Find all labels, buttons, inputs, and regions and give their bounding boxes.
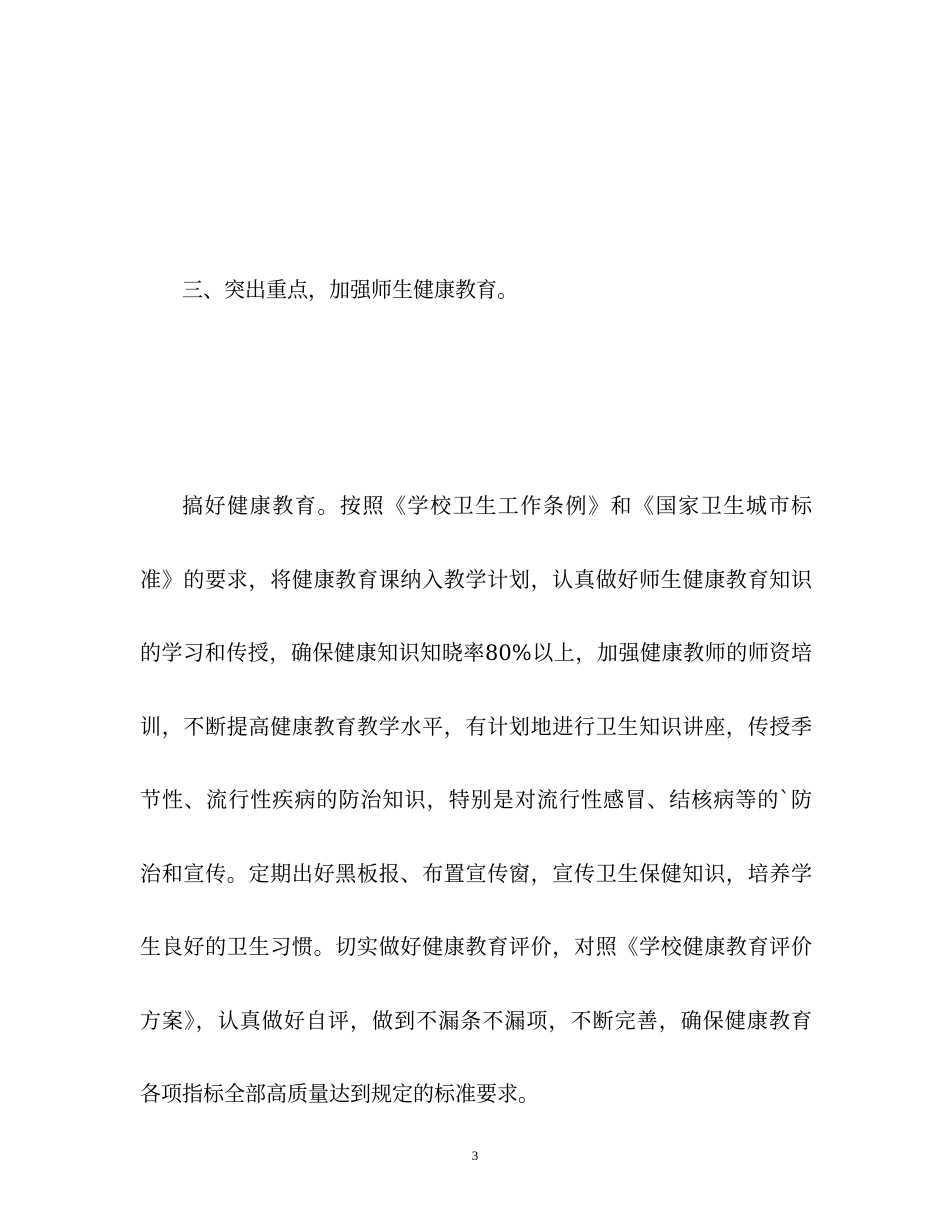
section-heading: 三、突出重点，加强师生健康教育。 [182,278,518,302]
paragraph-line: 治和宣传。定期出好黑板报、布置宣传窗，宣传卫生保健知识，培养学 [140,861,812,886]
paragraph-line: 方案》，认真做好自评，做到不漏条不漏项，不断完善，确保健康教育 [140,1008,812,1033]
paragraph-line: 生良好的卫生习惯。切实做好健康教育评价，对照《学校健康教育评价 [140,935,812,959]
paragraph-line: 各项指标全部高质量达到规定的标准要求。 [140,1082,539,1106]
body-paragraph [140,488,812,1150]
page-number: 3 [471,1148,479,1163]
paragraph-line: 训，不断提高健康教育教学水平，有计划地进行卫生知识讲座，传授季 [140,714,812,739]
paragraph-line: 节性、流行性疾病的防治知识，特别是对流行性感冒、结核病等的`防 [140,788,812,812]
paragraph-line: 准》的要求，将健康教育课纳入教学计划，认真做好师生健康教育知识 [140,567,812,592]
paragraph-line: 的学习和传授，确保健康知识知晓率80%以上，加强健康教师的师资培 [140,641,812,665]
paragraph-line: 搞好健康教育。按照《学校卫生工作条例》和《国家卫生城市标 [182,494,812,518]
